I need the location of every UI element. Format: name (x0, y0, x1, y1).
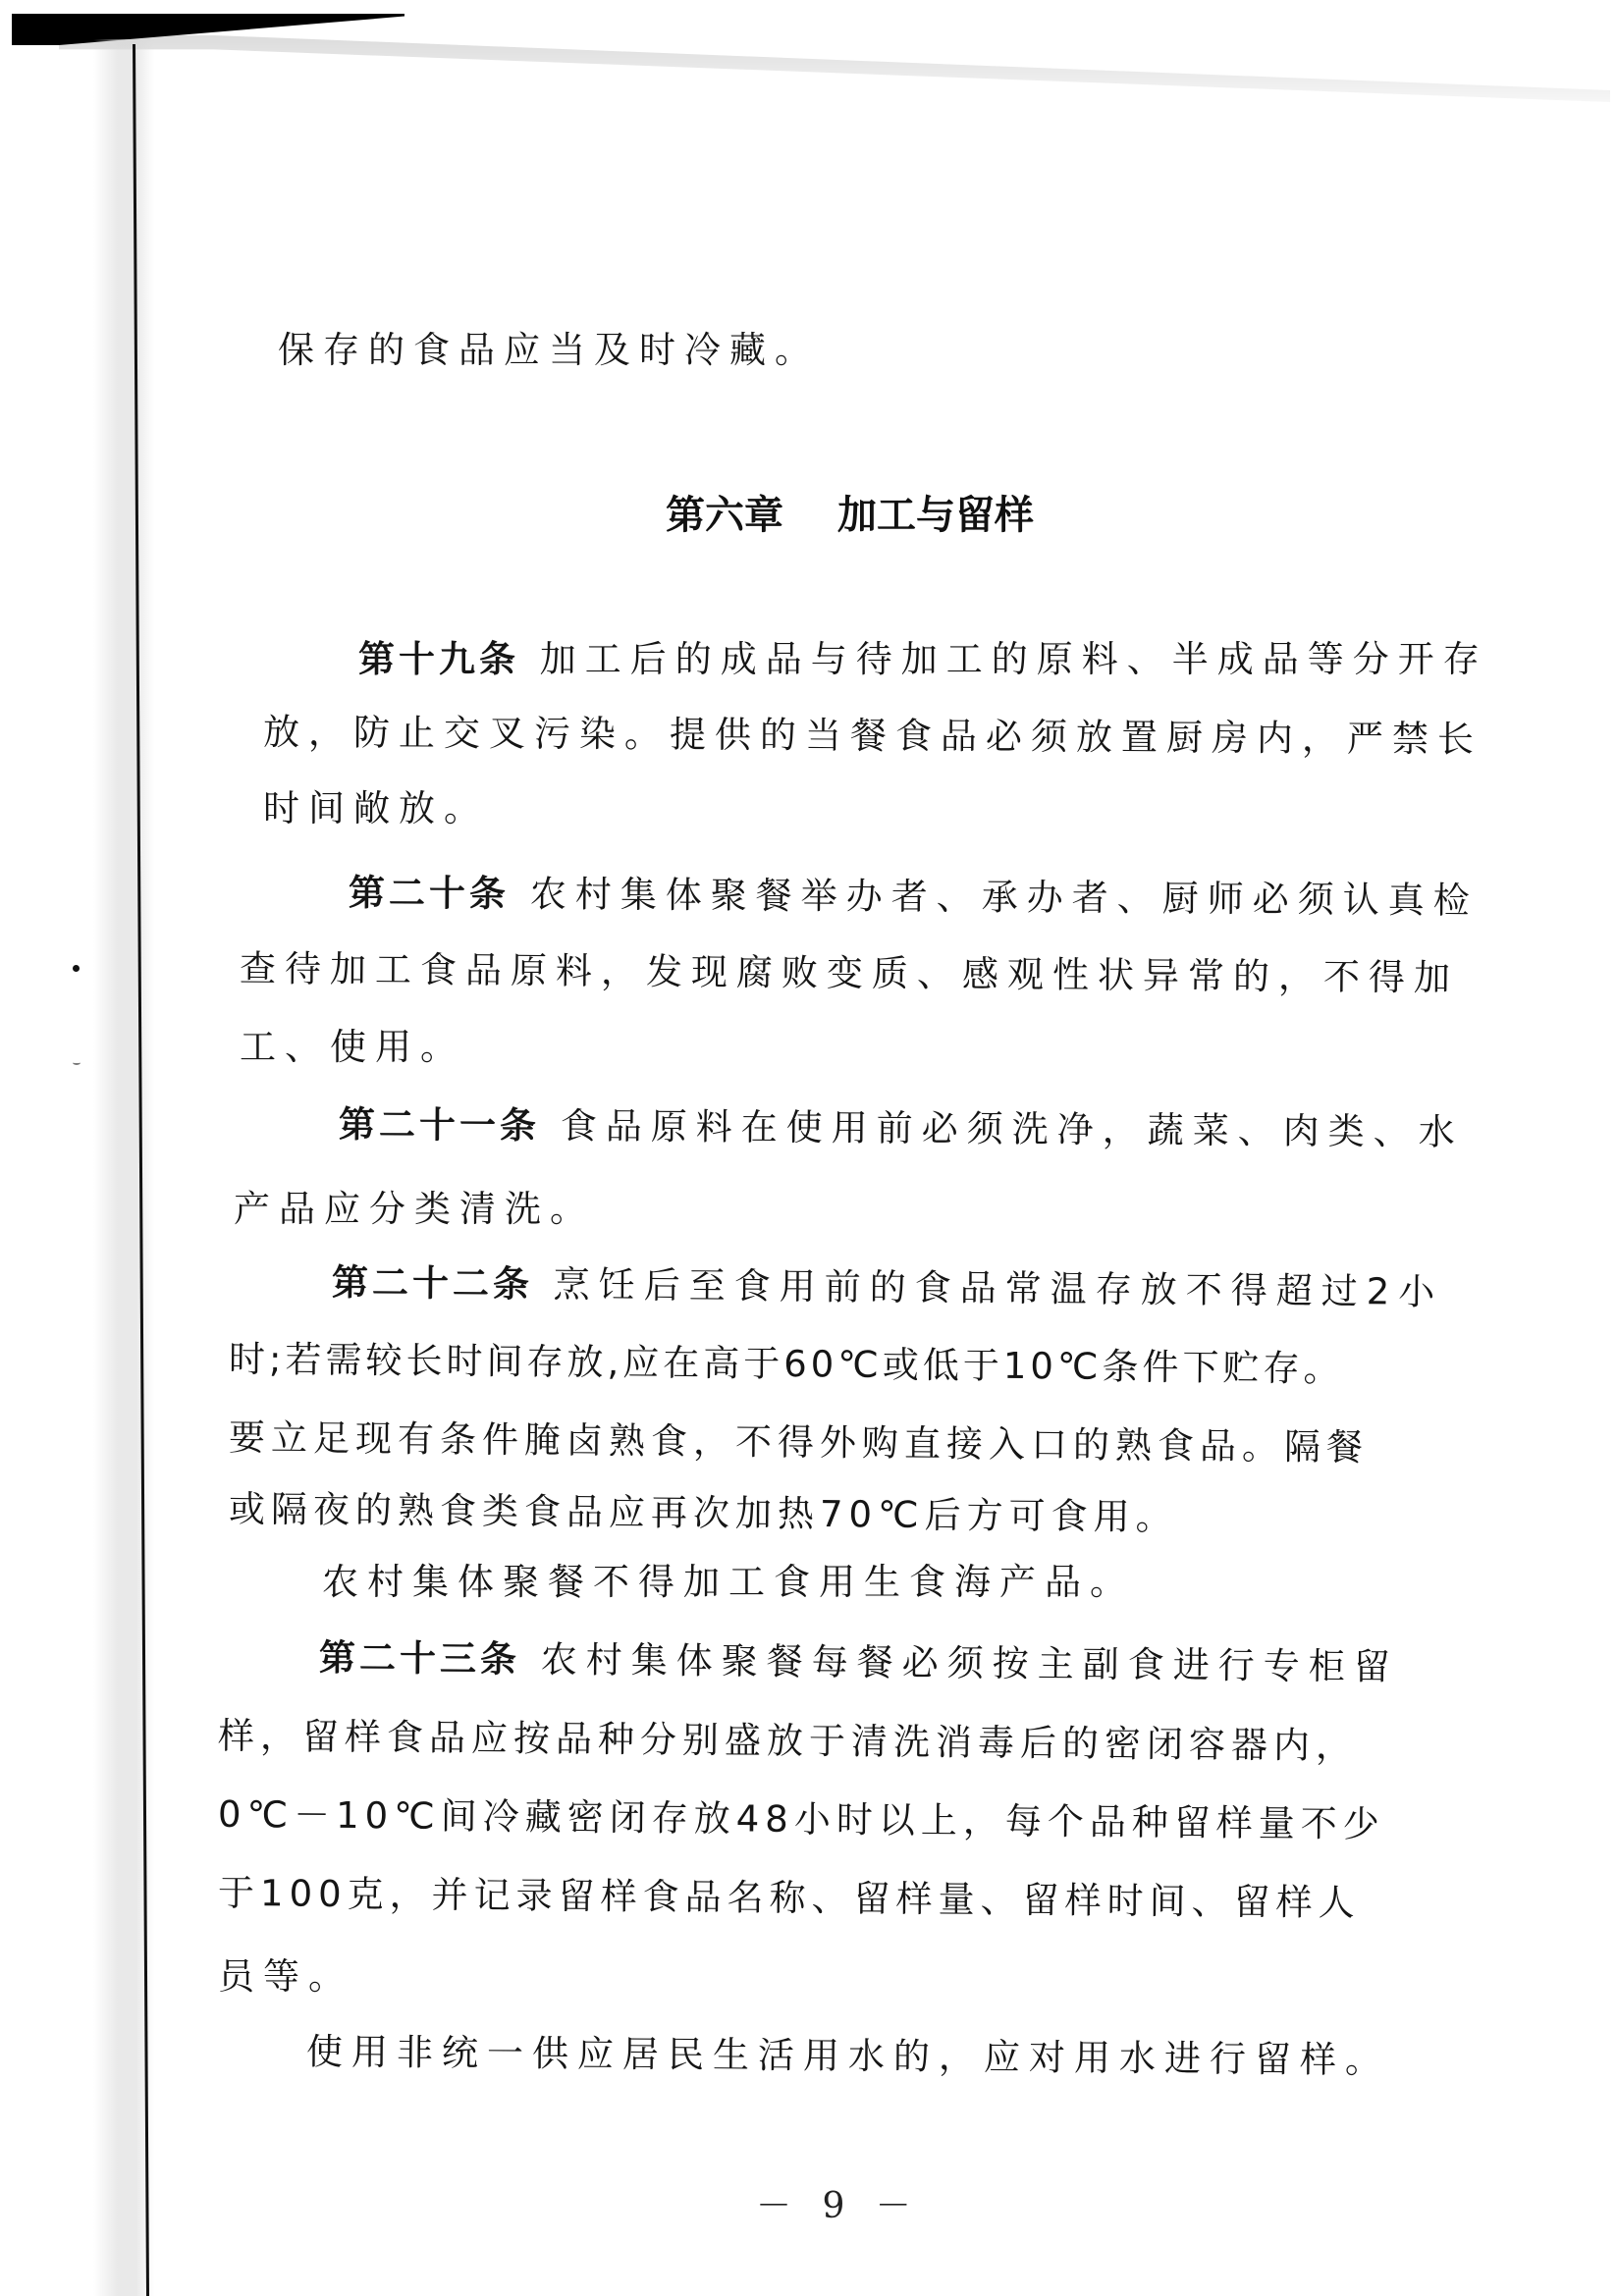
chapter-number: 第六章 (666, 493, 783, 538)
article-line: 产品应分类清洗。 (234, 1188, 595, 1230)
continuation-line: 保存的食品应当及时冷藏。 (278, 329, 820, 371)
article-line: 员等。 (218, 1955, 353, 1998)
article-paragraph: 农村集体聚餐不得加工食用生食海产品。 (322, 1561, 1135, 1603)
article-title: 第二十二条 (331, 1261, 534, 1306)
chapter-title: 加工与留样 (837, 493, 1034, 538)
article-line: 查待加工食品原料，发现腐败变质、感观性状异常的，不得加 (239, 947, 1460, 999)
article-line: 第二十二条 烹饪后至食用前的食品常温存放不得超过2小 (331, 1261, 1444, 1313)
chapter-heading (666, 491, 1034, 540)
article-title: 第二十条 (348, 871, 511, 916)
article-line: 或隔夜的熟食类食品应再次加热70℃后方可食用。 (228, 1487, 1178, 1539)
article-line: 放，防止交叉污染。提供的当餐食品必须放置厨房内，严禁长 (262, 711, 1483, 761)
article-line: 第二十三条 农村集体聚餐每餐必须按主副食进行专柜留 (318, 1636, 1399, 1688)
article-paragraph: 使用非统一供应居民生活用水的，应对用水进行留样。 (305, 2030, 1391, 2082)
article-line: 时间敞放。 (263, 787, 489, 829)
article-line: 时;若需较长时间存放,应在高于60℃或低于10℃条件下贮存。 (228, 1338, 1344, 1390)
article-line: 第二十一条 食品原料在使用前必须洗净，蔬菜、肉类、水 (338, 1103, 1464, 1153)
article-line: 0℃－10℃间冷藏密闭存放48小时以上，每个品种留样量不少 (217, 1792, 1385, 1846)
article-title: 第十九条 (358, 638, 519, 680)
article-line: 第二十条 农村集体聚餐举办者、承办者、厨师必须认真检 (348, 871, 1479, 923)
article-line: 要立足现有条件腌卤熟食，不得外购直接入口的熟食品。隔餐 (228, 1415, 1370, 1469)
article-line: 于100克，并记录留样食品名称、留样量、留样时间、留样人 (217, 1871, 1361, 1925)
article-title: 第二十一条 (338, 1103, 541, 1148)
article-title: 第二十三条 (318, 1636, 521, 1681)
article-line: 第十九条 加工后的成品与待加工的原料、半成品等分开存 (358, 638, 1488, 680)
article-line: 样，留样食品应按品种分别盛放于清洗消毒后的密闭容器内， (217, 1714, 1359, 1768)
page-number: － 9 － (756, 2186, 921, 2226)
article-line: 工、使用。 (240, 1026, 465, 1068)
